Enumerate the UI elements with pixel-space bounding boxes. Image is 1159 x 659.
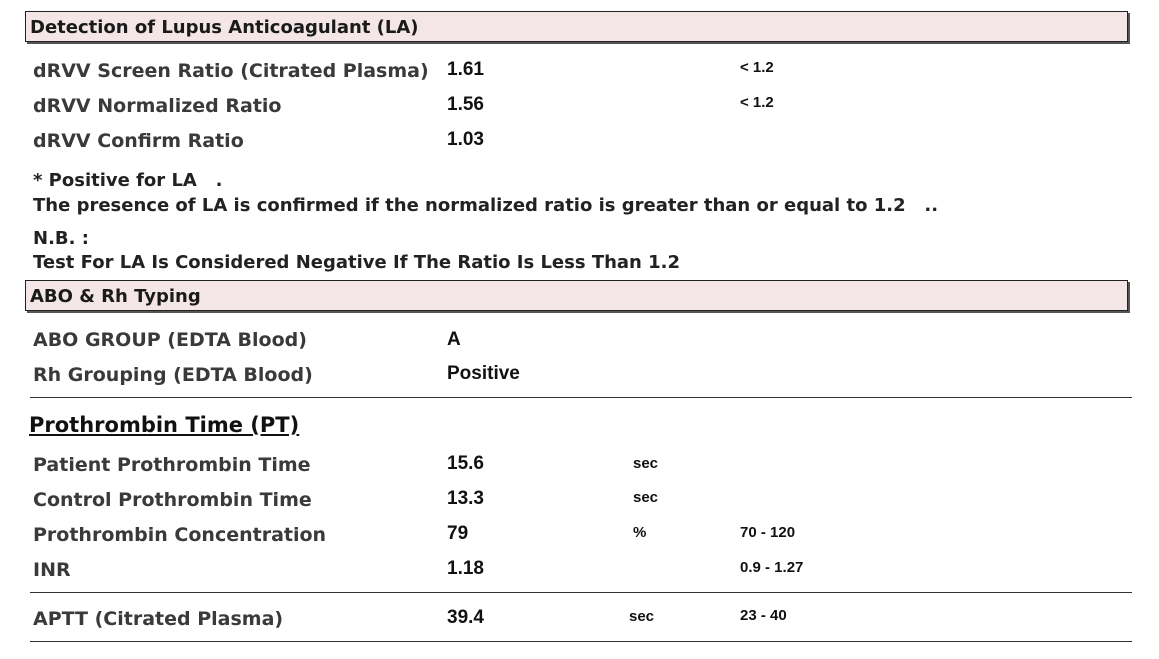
la-row-value: 1.61 bbox=[447, 59, 484, 80]
section-header-la: Detection of Lupus Anticoagulant (LA) bbox=[25, 11, 1128, 42]
la-nb-text: Test For LA Is Considered Negative If The Ratio Is Less Than 1.2 bbox=[33, 252, 681, 273]
aptt-ref: 23 - 40 bbox=[740, 607, 787, 624]
aptt-label: APTT (Citrated Plasma) bbox=[33, 608, 284, 630]
pt-row-value: 1.18 bbox=[447, 558, 484, 579]
pt-row-unit: % bbox=[633, 524, 647, 541]
abo-row-value: Positive bbox=[447, 363, 520, 384]
pt-row-label: INR bbox=[33, 559, 71, 581]
pt-section-title: Prothrombin Time (PT) bbox=[29, 413, 300, 437]
divider bbox=[30, 397, 1132, 398]
pt-row-label: Patient Prothrombin Time bbox=[33, 454, 311, 476]
la-confirm-note: The presence of LA is confirmed if the normalized ratio is greater than or equal to 1.2 .. bbox=[33, 195, 939, 216]
aptt-unit: sec bbox=[629, 608, 655, 625]
pt-row-label: Prothrombin Concentration bbox=[33, 524, 327, 546]
la-row-label: dRVV Confirm Ratio bbox=[33, 130, 244, 152]
divider bbox=[30, 592, 1132, 593]
abo-row-value: A bbox=[447, 329, 461, 350]
abo-row-label: Rh Grouping (EDTA Blood) bbox=[33, 364, 313, 386]
la-row-label: dRVV Normalized Ratio bbox=[33, 95, 282, 117]
la-row-value: 1.56 bbox=[447, 94, 484, 115]
la-row-value: 1.03 bbox=[447, 129, 484, 150]
pt-row-label: Control Prothrombin Time bbox=[33, 489, 312, 511]
la-row-ref: < 1.2 bbox=[740, 59, 774, 76]
divider bbox=[30, 641, 1132, 642]
pt-row-ref: 0.9 - 1.27 bbox=[740, 559, 804, 576]
pt-row-value: 15.6 bbox=[447, 453, 484, 474]
la-row-label: dRVV Screen Ratio (Citrated Plasma) bbox=[33, 60, 429, 82]
la-nb-label: N.B. : bbox=[33, 228, 89, 249]
abo-row-label: ABO GROUP (EDTA Blood) bbox=[33, 329, 307, 351]
pt-row-ref: 70 - 120 bbox=[740, 524, 796, 541]
la-positive-note: * Positive for LA . bbox=[33, 170, 223, 191]
pt-row-unit: sec bbox=[633, 489, 659, 506]
pt-row-unit: sec bbox=[633, 455, 659, 472]
section-header-abo: ABO & Rh Typing bbox=[25, 280, 1128, 311]
pt-row-value: 79 bbox=[447, 523, 469, 544]
pt-row-value: 13.3 bbox=[447, 488, 484, 509]
aptt-value: 39.4 bbox=[447, 607, 484, 628]
la-row-ref: < 1.2 bbox=[740, 94, 774, 111]
